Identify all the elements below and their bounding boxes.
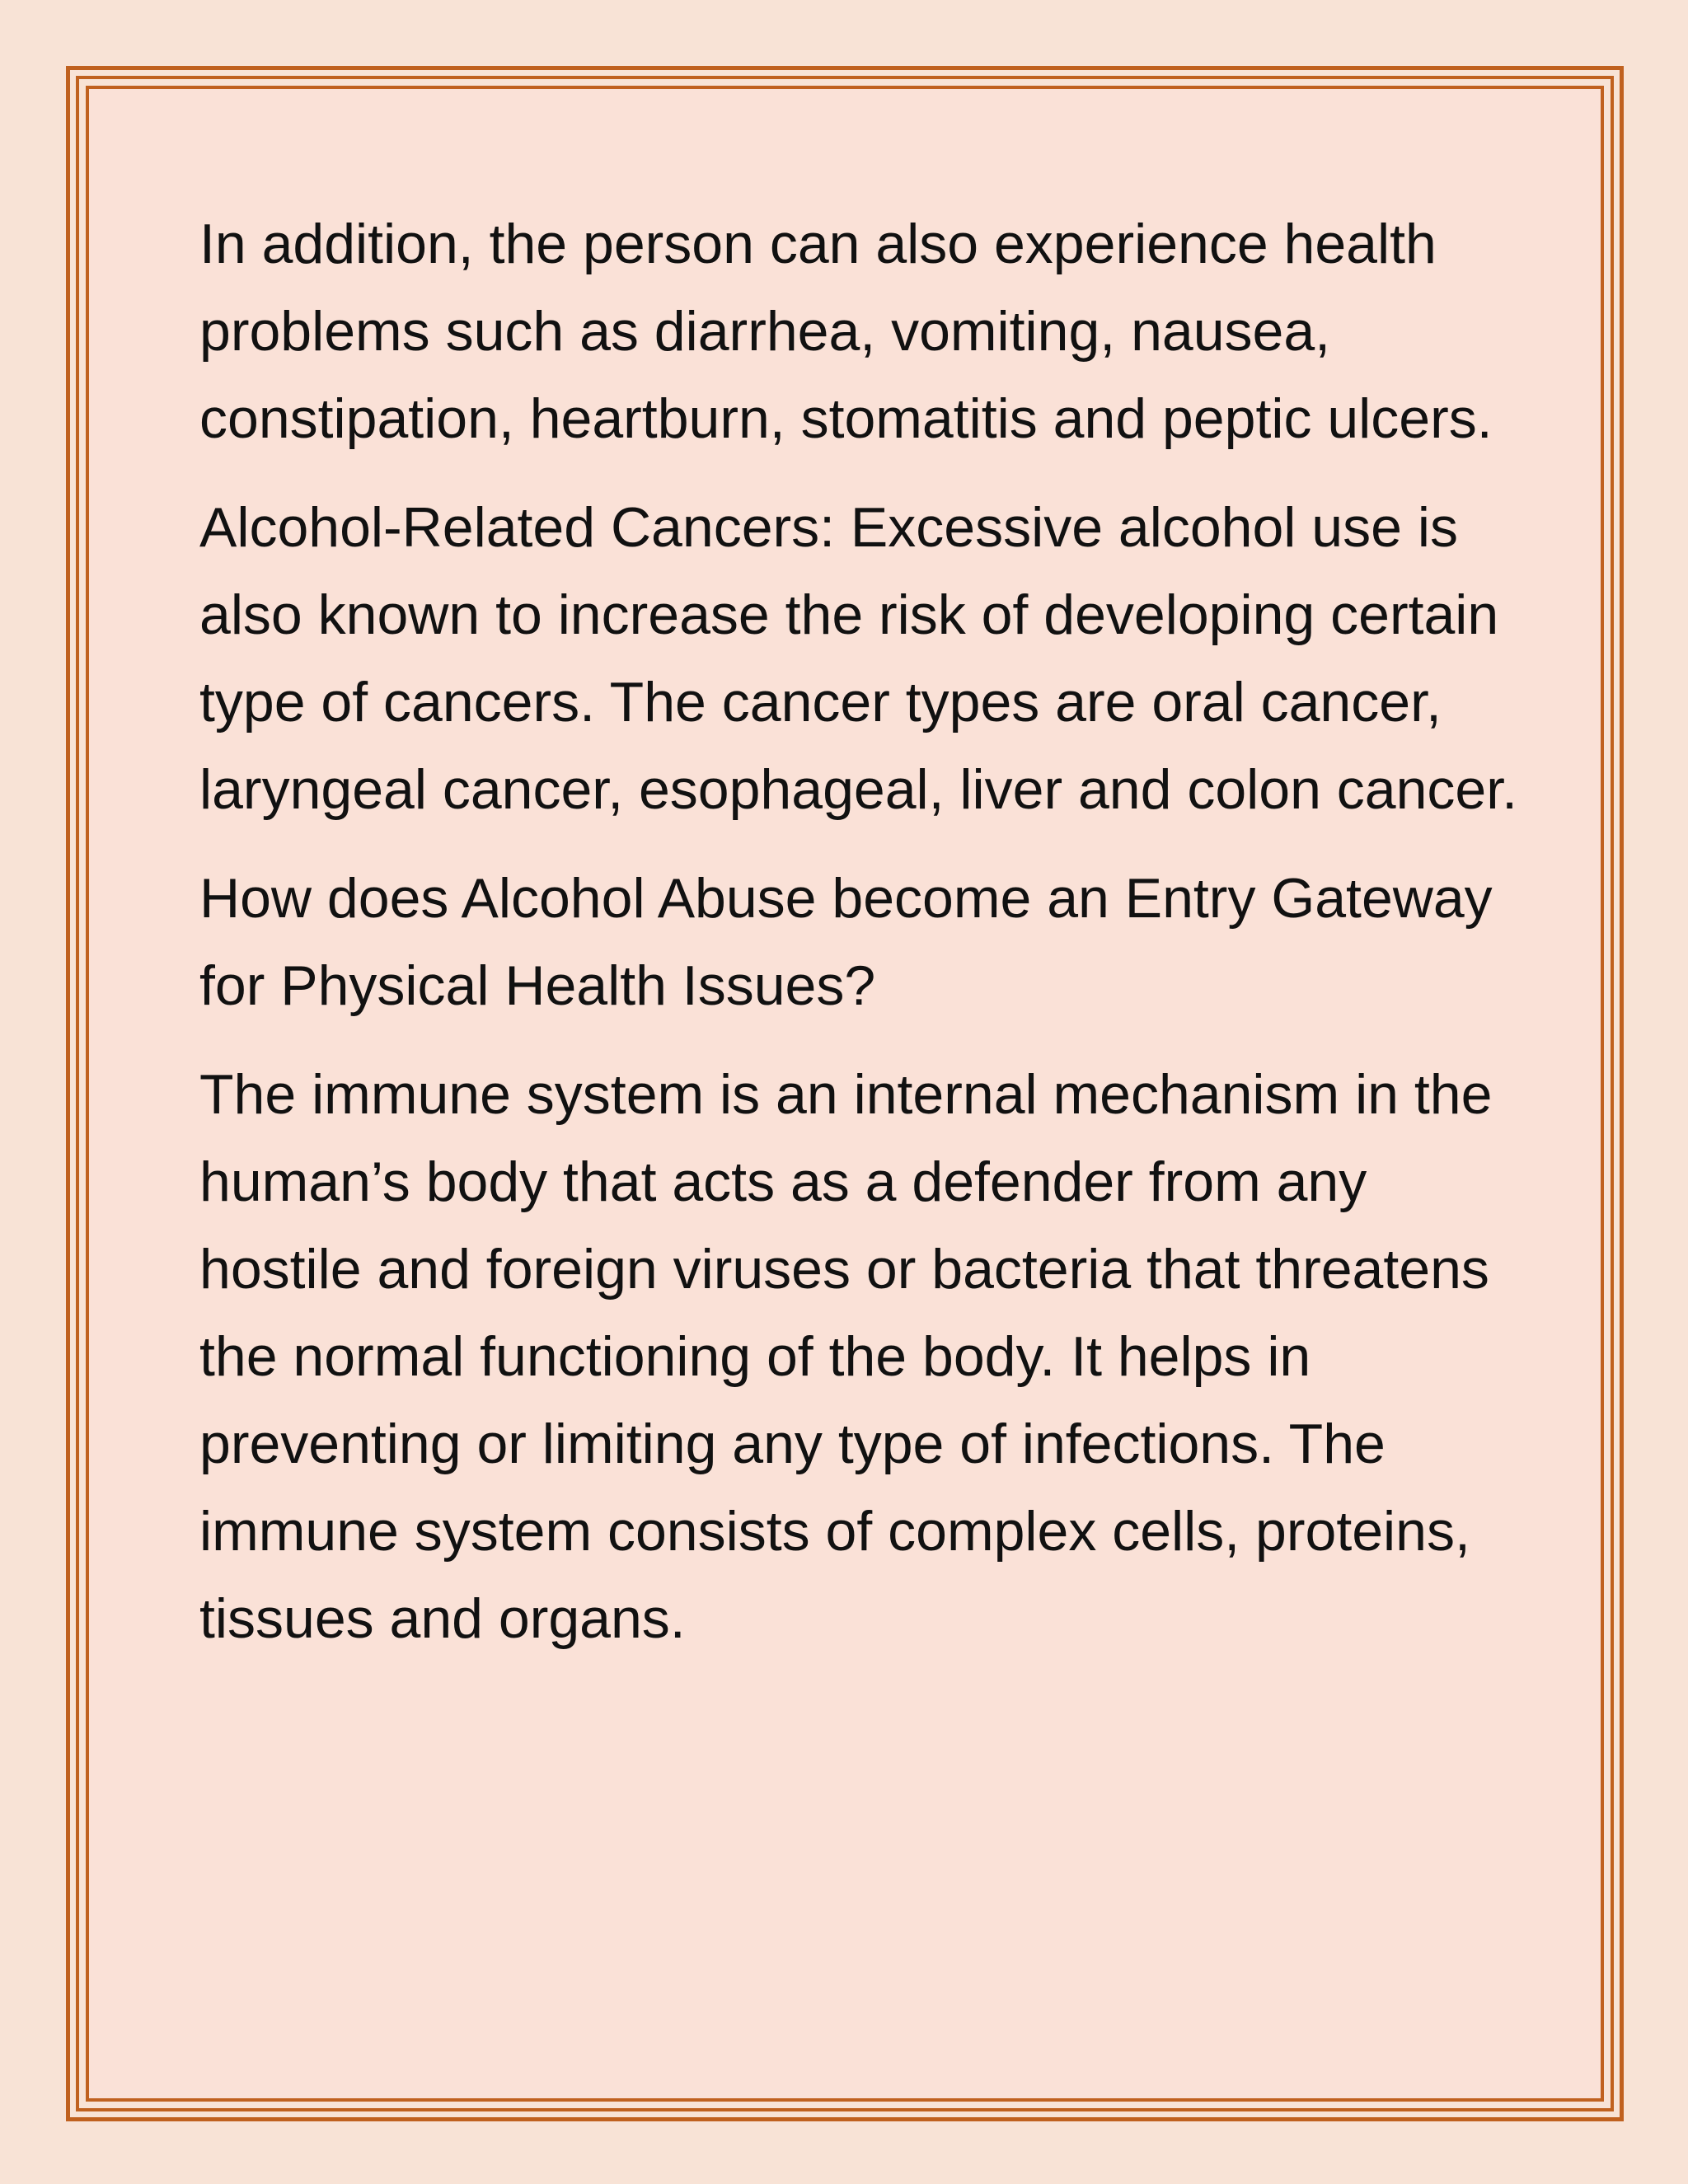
- paragraph-immune-system: The immune system is an internal mechanism in the human’s body that acts as a defender from any hostile and foreign viruses or bacteria that threatens the normal functioning of the body. It helps in preventing or limiting any type of infections. The immune system consists of complex cells, proteins, tissues and organs.: [199, 1063, 1493, 1650]
- paragraph-alcohol-related-cancers: Alcohol-Related Cancers: Excessive alcohol use is also known to increase the risk of developing certain type of cancers. The cancer types are oral cancer, laryngeal cancer, esophageal, liver and colon cancer.: [199, 496, 1518, 821]
- document-body: [199, 200, 1518, 1684]
- section-heading-entry-gateway: How does Alcohol Abuse become an Entry Gateway for Physical Health Issues?: [199, 867, 1493, 1017]
- paragraph-digestive-problems: In addition, the person can also experience health problems such as diarrhea, vomiting, nausea, constipation, heartburn, stomatitis and peptic ulcers.: [199, 213, 1493, 450]
